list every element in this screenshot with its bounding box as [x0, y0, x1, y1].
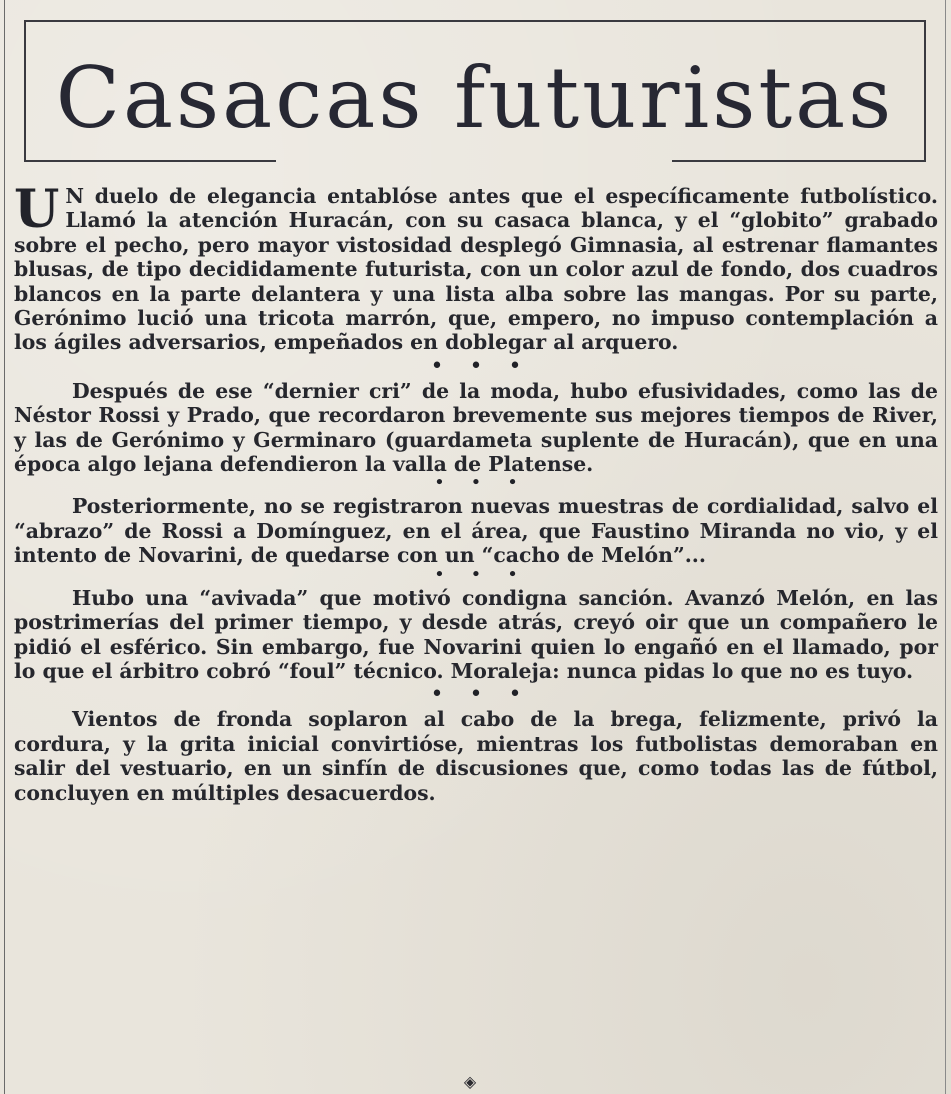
- article-body: [14, 179, 938, 805]
- column-rule-right: [945, 0, 946, 1094]
- paragraph-1-text: N duelo de elegancia entablóse antes que el específicamente futbolístico. Llamó la atención Huracán, con su casaca blanca, y el “globito” grabado sobre el pecho, pero mayor vistosidad desplegó Gimnasia, al estrenar flamantes blusas, de tipo decididamente futurista, con un color azul de fondo, dos cuadros blancos en la parte delantera y una lista alba sobre las mangas. Por su parte, Gerónimo lució una tricota marrón, que, empero, no impuso contemplación a los ágiles adversarios, empeñados en doblegar al arquero.: [14, 184, 938, 355]
- article-title: Casacas futuristas: [55, 49, 895, 147]
- separator-dots-1: •••: [430, 353, 548, 379]
- title-frame-bottom-right: [672, 160, 926, 162]
- end-ornament-icon: ◈: [463, 1072, 477, 1091]
- drop-cap: U: [14, 179, 60, 240]
- paragraph-4: Hubo una “avivada” que motivó condigna sanción. Avanzó Melón, en las postrimerías del primer tiempo, y desde atrás, creyó oir que un compañero le pidió el esférico. Sin embargo, fue Novarini quien lo engañó en el llamado, por lo que el árbitro cobró “foul” técnico. Moraleja: nunca pidas lo que no es tuyo.: [14, 585, 938, 683]
- paragraph-5: Vientos de fronda soplaron al cabo de la brega, felizmente, privó la cordura, y la grita inicial convirtióse, mientras los futbolistas demoraban en salir del vestuario, en un sinfín de discusiones que, como todas las de fútbol, concluyen en múltiples desacuerdos.: [14, 707, 938, 805]
- column-rule-left: [4, 0, 5, 1094]
- separator-dots-3: •••: [434, 563, 544, 585]
- title-frame-top: [24, 20, 926, 22]
- paragraph-3: Posteriormente, no se registraron nuevas muestras de cordialidad, salvo el “abrazo” de Rossi a Domínguez, en el área, que Faustino Miranda no vio, y el intento de Novarini, de quedarse con un “cacho de Melón”...: [14, 494, 938, 568]
- title-frame: [24, 20, 926, 162]
- separator-dots-2: •••: [434, 472, 544, 494]
- paragraph-1: [14, 179, 938, 355]
- separator-dots-4: •••: [430, 682, 548, 708]
- title-frame-bottom-left: [24, 160, 276, 162]
- paragraph-2: Después de ese “dernier cri” de la moda, hubo efusividades, como las de Néstor Rossi y Prado, que recordaron brevemente sus mejores tiempos de River, y las de Gerónimo y Germinaro (guardameta suplente de Huracán), que en una época algo lejana defendieron la valla de Platense.: [14, 378, 938, 477]
